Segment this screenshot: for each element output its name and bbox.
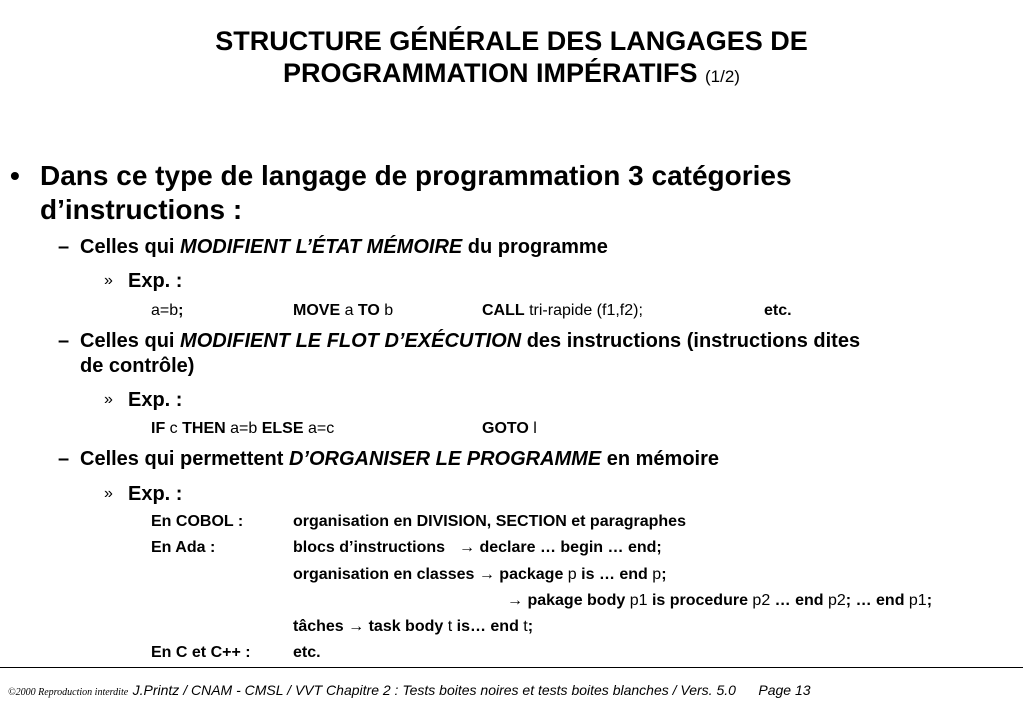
raquo-marker: » xyxy=(104,391,113,408)
e2c: TO xyxy=(357,302,380,319)
arrow-icon: → xyxy=(459,539,476,556)
dash-marker: – xyxy=(58,330,70,352)
e3a: CALL xyxy=(482,302,525,319)
ada3c: is procedure xyxy=(647,592,753,609)
ada1b: declare … begin … end; xyxy=(475,539,662,556)
ada-line3 xyxy=(507,592,932,610)
example-if xyxy=(151,420,334,438)
example-move xyxy=(293,302,393,320)
a1: IF xyxy=(151,420,166,437)
ada3i: ; xyxy=(926,592,933,609)
ada4c: t xyxy=(447,618,453,635)
footer-divider xyxy=(0,667,1023,668)
ada-label: En Ada : xyxy=(151,539,216,556)
arrow-icon: → xyxy=(507,592,523,609)
arrow-icon: → xyxy=(478,566,495,583)
example-goto xyxy=(482,420,537,438)
a6: a=c xyxy=(303,420,335,437)
a5: ELSE xyxy=(261,420,304,437)
c3-emphasis: D’ORGANISER LE PROGRAMME xyxy=(288,448,602,470)
ada3g: ; … end xyxy=(845,592,909,609)
c2-pre: Celles qui xyxy=(80,330,181,352)
raquo-marker: » xyxy=(104,272,113,289)
copyright: ©2000 Reproduction interdite xyxy=(8,687,129,698)
footer xyxy=(8,682,811,700)
ada2b: package xyxy=(494,566,568,583)
c1-post: du programme xyxy=(462,236,608,258)
ada2e: p xyxy=(652,566,662,583)
ada4f: ; xyxy=(527,618,534,635)
c1-emphasis: MODIFIENT L’ÉTAT MÉMOIRE xyxy=(180,236,463,258)
intro-line2: d’instructions : xyxy=(40,194,243,225)
a2: c xyxy=(165,420,183,437)
ada3a: pakage body xyxy=(523,592,630,609)
e2b: a xyxy=(340,302,358,319)
e1b: ; xyxy=(178,302,184,319)
e2a: MOVE xyxy=(293,302,341,319)
ada3h: p1 xyxy=(908,592,927,609)
dash-marker: – xyxy=(58,236,70,258)
ada2c: p xyxy=(567,566,577,583)
page-part: (1/2) xyxy=(705,67,740,86)
e3b: tri-rapide (f1,f2); xyxy=(524,302,643,319)
arrow-icon: → xyxy=(348,618,365,635)
page-title-line2 xyxy=(0,58,1023,92)
example-call xyxy=(482,302,643,320)
ada3d: p2 xyxy=(752,592,771,609)
c2-emphasis: MODIFIENT LE FLOT D’EXÉCUTION xyxy=(180,330,522,352)
bullet-marker: • xyxy=(10,160,20,191)
ada-line2 xyxy=(293,566,667,584)
example-assign xyxy=(151,302,183,320)
c-text: etc. xyxy=(293,644,321,661)
a4: a=b xyxy=(225,420,262,437)
dash-marker: – xyxy=(58,448,70,470)
page-title-text: PROGRAMMATION IMPÉRATIFS xyxy=(283,58,698,88)
ada1a: blocs d’instructions xyxy=(293,539,446,556)
e2d: b xyxy=(379,302,394,319)
c3-post: en mémoire xyxy=(601,448,720,470)
c-label: En C et C++ : xyxy=(151,644,251,661)
ada3f: p2 xyxy=(828,592,846,609)
footer-text: J.Printz / CNAM - CMSL / VVT Chapitre 2 : Tests boites noires et tests boites blanches / Vers. 5.0 xyxy=(132,682,736,698)
page-number: Page 13 xyxy=(758,682,811,698)
ada4d: is… end xyxy=(452,618,524,635)
cobol-text: organisation en DIVISION, SECTION et paragraphes xyxy=(293,513,686,530)
ada2d: is … end xyxy=(576,566,653,583)
ada3e: … end xyxy=(770,592,828,609)
ada2f: ; xyxy=(661,566,667,583)
raquo-marker: » xyxy=(104,485,113,502)
ada2a: organisation en classes xyxy=(293,566,479,583)
c1-pre: Celles qui xyxy=(80,236,181,258)
example-label: Exp. : xyxy=(128,270,183,292)
ada4a: tâches xyxy=(293,618,349,635)
ada-line1 xyxy=(293,539,662,557)
example-label: Exp. : xyxy=(128,389,183,411)
example-etc: etc. xyxy=(764,302,792,319)
page-title-line1: STRUCTURE GÉNÉRALE DES LANGAGES DE xyxy=(215,26,808,56)
c3-pre: Celles qui permettent xyxy=(80,448,289,470)
category-1 xyxy=(80,236,608,259)
cobol-label: En COBOL : xyxy=(151,513,244,530)
c2-post: des instructions (instructions dites xyxy=(521,330,861,352)
category-2-line2: de contrôle) xyxy=(80,355,195,377)
category-3 xyxy=(80,448,719,471)
b2: l xyxy=(528,420,537,437)
example-label: Exp. : xyxy=(128,483,183,505)
b1: GOTO xyxy=(482,420,529,437)
e1a: a=b xyxy=(151,302,179,319)
ada4b: task body xyxy=(364,618,448,635)
category-2 xyxy=(80,330,860,353)
intro-line1: Dans ce type de langage de programmation 3 catégories xyxy=(40,160,792,191)
ada4e: t xyxy=(523,618,528,635)
a3: THEN xyxy=(182,420,226,437)
ada3b: p1 xyxy=(629,592,648,609)
ada-line4 xyxy=(293,618,533,636)
